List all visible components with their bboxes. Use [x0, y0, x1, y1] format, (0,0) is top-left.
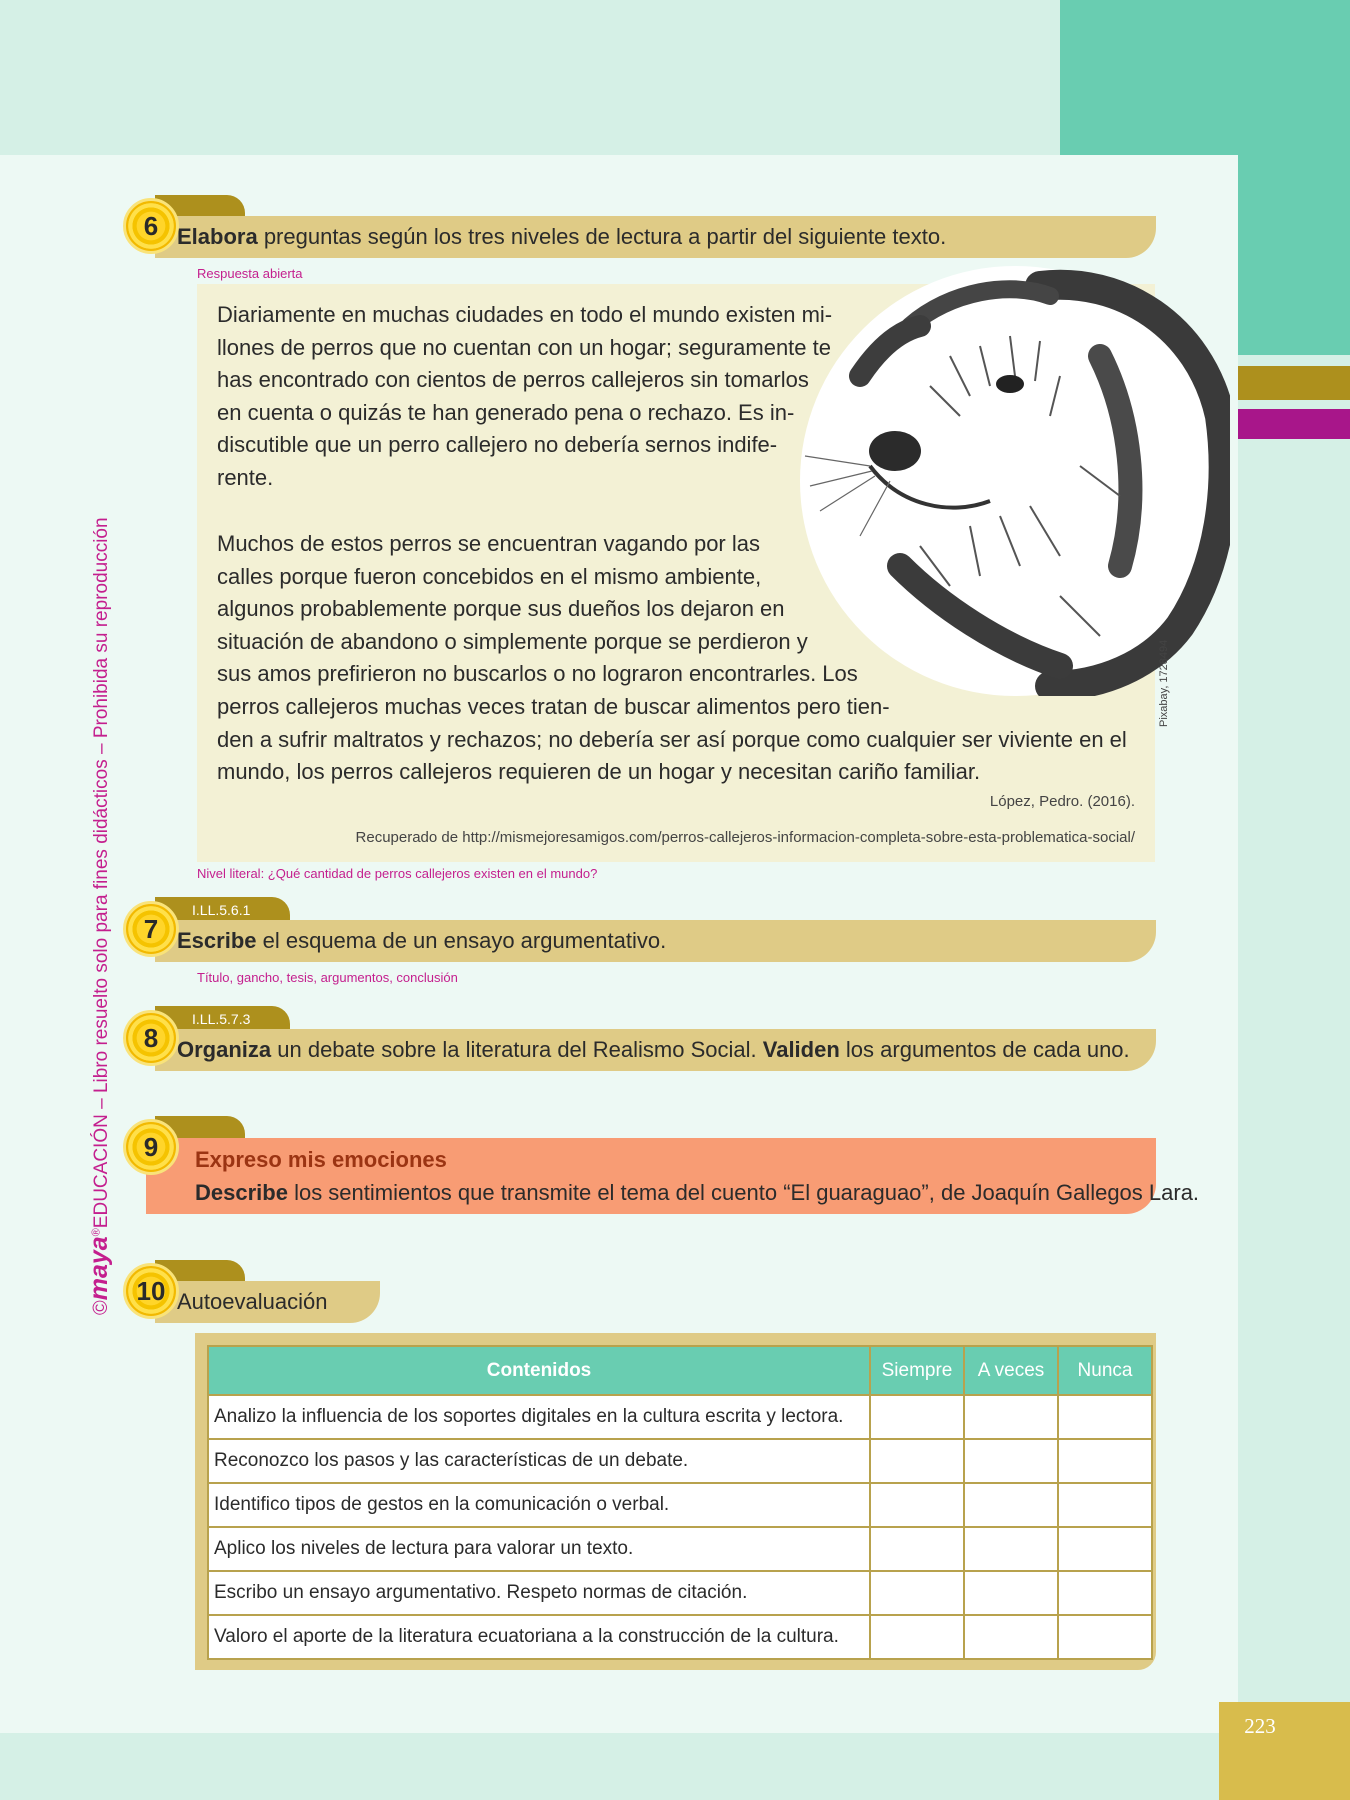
- table-row: [208, 1615, 1152, 1659]
- paragraph-line: perros callejeros muchas veces tratan de buscar alimentos pero tien-: [217, 693, 890, 719]
- activity-6-instruction: [177, 224, 946, 250]
- registered-symbol: ®: [90, 1228, 103, 1237]
- brand-logo-text: maya: [85, 1236, 113, 1301]
- activity-7-instruction: [177, 928, 666, 954]
- paragraph-line: calles porque fueron concebidos en el mismo ambiente,: [217, 563, 762, 589]
- activity-10-title: Autoevaluación: [177, 1289, 328, 1314]
- paragraph-line: rente.: [217, 464, 274, 490]
- paragraph-line: has encontrado con cientos de perros callejeros sin tomarlos: [217, 367, 809, 393]
- cell-always[interactable]: [870, 1395, 964, 1439]
- reading-paragraph-2: [217, 528, 1127, 789]
- activity-9-instruction: [195, 1180, 1199, 1206]
- activity-10-number-badge: 10: [123, 1263, 179, 1319]
- cell-never[interactable]: [1058, 1395, 1152, 1439]
- cell-always[interactable]: [870, 1439, 964, 1483]
- row-content: Reconozco los pasos y las características de un debate.: [208, 1439, 870, 1483]
- activity-8-number-badge: 8: [123, 1010, 179, 1066]
- activity-8-code: I.LL.5.7.3: [192, 1011, 251, 1027]
- side-credit: [85, 517, 114, 1315]
- activity-6-instruction-text: preguntas según los tres niveles de lectura a partir del siguiente texto.: [257, 224, 947, 249]
- activity-8-instruction-text-2: los argumentos de cada uno.: [839, 1037, 1130, 1062]
- activity-8-verb: Organiza: [177, 1037, 272, 1062]
- paragraph-line: situación de abandono o simplemente porque se perdieron y: [217, 628, 808, 654]
- activity-6-banner: [155, 216, 1156, 258]
- activity-9-number-badge: 9: [123, 1119, 179, 1175]
- citation-url: Recuperado de http://mismejoresamigos.com/perros-callejeros-informacion-completa-sobre-esta-problematica-social/: [355, 829, 1135, 846]
- citation-author: López, Pedro. (2016).: [989, 793, 1135, 810]
- reading-paragraph-1: [217, 299, 832, 495]
- row-content: Analizo la influencia de los soportes digitales en la cultura escrita y lectora.: [208, 1395, 870, 1439]
- paragraph-line: mundo, los perros callejeros requieren de un hogar y necesitan cariño familiar.: [217, 759, 981, 785]
- table-row: [208, 1571, 1152, 1615]
- table-row: [208, 1483, 1152, 1527]
- image-credit: Pixabay, 1728494: [1158, 639, 1170, 727]
- cell-sometimes[interactable]: [964, 1395, 1058, 1439]
- table-row: [208, 1527, 1152, 1571]
- activity-6-verb: Elabora: [177, 224, 258, 249]
- activity-10-banner: [155, 1281, 380, 1323]
- activity-7-number-badge: 7: [123, 901, 179, 957]
- activity-8-instruction-text: un debate sobre la literatura del Realismo Social.: [271, 1037, 763, 1062]
- header-contents: Contenidos: [208, 1346, 870, 1395]
- activity-6-answer: Respuesta abierta: [197, 266, 303, 281]
- activity-8-banner: [155, 1029, 1156, 1071]
- activity-8-instruction: [177, 1037, 1130, 1063]
- row-content: Valoro el aporte de la literatura ecuatoriana a la construcción de la cultura.: [208, 1615, 870, 1659]
- cell-sometimes[interactable]: [964, 1527, 1058, 1571]
- olive-edge-tab: [1238, 366, 1350, 400]
- activity-7-banner: [155, 920, 1156, 962]
- paragraph-line: Muchos de estos perros se encuentran vagando por las: [217, 531, 760, 556]
- activity-9-verb: Describe: [195, 1180, 288, 1205]
- activity-9-title: Expreso mis emociones: [195, 1147, 447, 1172]
- paragraph-line: discutible que un perro callejero no debería sernos indife-: [217, 432, 778, 458]
- page-number: 223: [1244, 1714, 1276, 1738]
- literal-level-answer: Nivel literal: ¿Qué cantidad de perros callejeros existen en el mundo?: [197, 866, 598, 881]
- side-credit-text: EDUCACIÓN – Libro resuelto solo para fines didácticos – Prohibida su reproducción: [91, 517, 112, 1229]
- cell-never[interactable]: [1058, 1439, 1152, 1483]
- cell-never[interactable]: [1058, 1571, 1152, 1615]
- self-evaluation-table: [207, 1345, 1153, 1660]
- activity-7-instruction-text: el esquema de un ensayo argumentativo.: [256, 928, 667, 953]
- activity-7-verb: Escribe: [177, 928, 257, 953]
- row-content: Identifico tipos de gestos en la comunicación o verbal.: [208, 1483, 870, 1527]
- cell-sometimes[interactable]: [964, 1483, 1058, 1527]
- row-content: Aplico los niveles de lectura para valorar un texto.: [208, 1527, 870, 1571]
- paragraph-line: en cuenta o quizás te han generado pena o rechazo. Es in-: [217, 399, 795, 425]
- header-sometimes: A veces: [964, 1346, 1058, 1395]
- cell-always[interactable]: [870, 1483, 964, 1527]
- cell-always[interactable]: [870, 1615, 964, 1659]
- copyright-symbol: ©: [90, 1300, 112, 1315]
- activity-6-number-badge: 6: [123, 198, 179, 254]
- paragraph-line: llones de perros que no cuentan con un hogar; seguramente te: [217, 334, 831, 360]
- header-always: Siempre: [870, 1346, 964, 1395]
- paragraph-line: den a sufrir maltratos y rechazos; no debería ser así porque como cualquier ser viviente en el: [217, 726, 1127, 752]
- header-never: Nunca: [1058, 1346, 1152, 1395]
- activity-8-verb-2: Validen: [762, 1037, 840, 1062]
- cell-never[interactable]: [1058, 1527, 1152, 1571]
- cell-sometimes[interactable]: [964, 1439, 1058, 1483]
- cell-always[interactable]: [870, 1527, 964, 1571]
- paragraph-line: Diariamente en muchas ciudades en todo el mundo existen mi-: [217, 302, 833, 327]
- cell-never[interactable]: [1058, 1615, 1152, 1659]
- row-content: Escribo un ensayo argumentativo. Respeto normas de citación.: [208, 1571, 870, 1615]
- table-row: [208, 1439, 1152, 1483]
- table-row: [208, 1395, 1152, 1439]
- paragraph-line: sus amos prefirieron no buscarlos o no lograron encontrarles. Los: [217, 661, 858, 687]
- activity-9-instruction-text: los sentimientos que transmite el tema del cuento “El guaraguao”, de Joaquín Gallegos Lara.: [287, 1180, 1200, 1205]
- cell-sometimes[interactable]: [964, 1571, 1058, 1615]
- activity-7-answer: Título, gancho, tesis, argumentos, conclusión: [197, 970, 458, 985]
- cell-never[interactable]: [1058, 1483, 1152, 1527]
- paragraph-line: algunos probablemente porque sus dueños los dejaron en: [217, 596, 785, 622]
- cell-sometimes[interactable]: [964, 1615, 1058, 1659]
- table-header-row: [208, 1346, 1152, 1395]
- cell-always[interactable]: [870, 1571, 964, 1615]
- bottom-band: [0, 1733, 1350, 1800]
- activity-7-code: I.LL.5.6.1: [192, 902, 251, 918]
- magenta-edge-tab: [1238, 409, 1350, 439]
